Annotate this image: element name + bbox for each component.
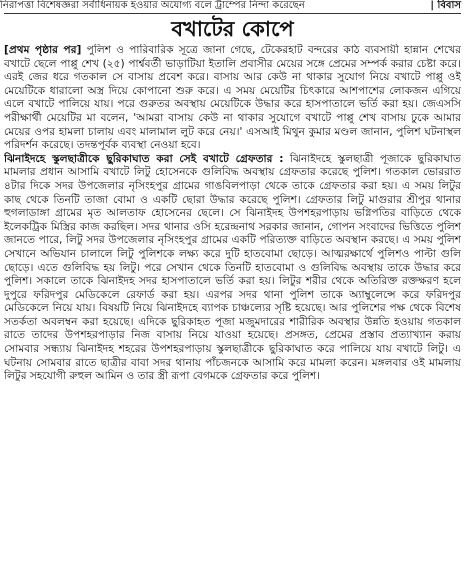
paragraph-2-text: ঝিনাইদহে স্কুলছাত্রী পূজাকে ছুরিকাঘাত মামলার প্রধান আসামি বখাটে লিটু হোসেনকে গুলিবিদ্ধ অবস্থায় গ্রেফতার করেছে পুলিশ। গতকাল ভোররাত ৪টার দিকে সদর উপজেলার নৃসিংহপুর গ্রামের গাঙবিলপাড়া থেকে তাকে গ্রেফতার করা হয়। এ সময় লিটুর কাছ থেকে তিনটি তাজা বোমা ও একটি ছোরা উদ্ধার করেছে পুলিশ। গ্রেফতার লিটু মাগুরার শ্রীপুর থানার হুগলাডাঙ্গা গ্রামের মৃত আলতাফ হোসেনের ছেলে। সে ঝিনাইদহ উপশহরপাড়ায় ভগ্নিপতির বাড়িতে থেকে ইলেকট্রিক মিস্ত্রির কাজ করছিল। সদর থানার ওসি হরেন্দ্রনাথ সরকার জানান, গোপন সংবাদের ভিত্তিতে পুলিশ জানতে পারে, লিটু সদর উপজেলার নৃসিংহপুর গ্রামের একটি পরিত্যক্ত বাড়িতে অবস্থান করছে। এ সময় পুলিশ সেখানে অভিযান চালালে লিটু পুলিশকে লক্ষ্য করে দুটি হাতবোমা ছোড়ে। আত্মরক্ষার্থে পুলিশও পাল্টা গুলি ছোড়ে। এতে গুলিবিদ্ধ হয় লিটু। পরে সেখান থেকে তিনটি হাতবোমা ও গুলিবিদ্ধ অবস্থায় তাকে উদ্ধার করে পুলিশ। সকালে তাকে ঝিনাইদহ সদর হাসপাতালে ভর্তি করা হয়। লিটুর শরীর থেকে অতিরিক্ত রক্তক্ষরণ হলে দুপুরে ফরিদপুর মেডিকেলে রেফার্ড করা হয়। এরপর সদর থানা পুলিশ তাকে অ্যাম্বুলেন্সে করে ফরিদপুর মেডিকেলে নিয়ে যায়। বিষয়টি নিয়ে ঝিনাইদহে ব্যাপক চাঞ্চল্যের সৃষ্টি হয়েছে। আর পুলিশের পক্ষ থেকে বিশেষ সতর্কতা অবলম্বন করা হয়েছে। এদিকে ছুরিকাহত পূজা মজুমদারের শারীরিক অবস্থার উন্নতি হওয়ায় গতকাল রাতে তাদের উপশহরপাড়ার নিজ বাসায় নিয়ে যাওয়া হয়েছে। প্রসঙ্গত, প্রেমের প্রস্তাব প্রত্যাখ্যান করায় সোমবার সন্ধ্যায় ঝিনাইদহ শহরের উপশহরপাড়ায় স্কুলছাত্রীকে ছুরিকাঘাত করে পালিয়ে যায় বখাটে লিটু। এ ঘটনায় সোমবার রাতে ছাত্রীর বাবা সদর থানায় পাঁচজনকে আসামি করে মামলা করেন। মঙ্গলবার ওই মামলায় লিটুর সহযোগী রুহুল আমিন ও তার স্ত্রী রূপা বেগমকে গ্রেফতার করে পুলিশ। — [4, 152, 461, 383]
paragraph-1 — [4, 44, 461, 153]
previous-article-strip — [0, 0, 465, 12]
article-body — [4, 44, 461, 577]
paragraph-1-text: পুলিশ ও পারিবারিক সূত্রে জানা গেছে, টেকেরহাট বন্দরের কাঠ ব্যবসায়ী হান্নান শেখের বখাটে ছেলে পাপ্পু শেখ (২৫) পার্শ্ববর্তী ভাড়াটিয়া ইতালি প্রবাসীর মেয়ের সঙ্গে প্রেমের সম্পর্ক করার চেষ্টা করে। এরই জের ধরে গতকাল সে বাসায় প্রবেশ করে। বাসায় আর কেউ না থাকার সুযোগ নিয়ে বখাটে পাপ্পু ওই মেয়েটিকে ধারালো অস্ত্র দিয়ে কোপানো শুরু করে। এ সময় মেয়েটির চিৎকারে আশপাশের লোকজন এগিয়ে এলে বখাটে পালিয়ে যায়। পরে গুরুতর অবস্থায় মেয়েটিকে উদ্ধার করে হাসপাতালে ভর্তি করা হয়। জেএসসি পরীক্ষার্থী মেয়েটির মা বলেন, 'আমরা বাসায় কেউ না থাকার সুযোগে বখাটে পাপ্পু শেখ বাসায় ঢুকে আমার মেয়ের ওপর হামলা চালায় এবং মালামাল লুট করে নেয়।' এসআই মিথুন কুমার মণ্ডল জানান, পুলিশ ঘটনাস্থল পরিদর্শন করেছে। তদন্তপূর্বক ব্যবস্থা নেওয়া হবে। — [4, 44, 461, 152]
subheadline: ঝিনাইদহে স্কুলছাত্রীকে ছুরিকাঘাত করা সেই বখাটে গ্রেফতার : — [4, 152, 284, 165]
previous-article-text: নিরাপত্তা বিশেষজ্ঞরা সর্বাধিনায়ক হওয়ার অযোগ্য বলে ট্রাম্পের নিন্দা করেছেন — [0, 0, 305, 11]
continuation-marker: [প্রথম পৃষ্ঠার পর] — [4, 44, 82, 56]
headline: বখাটের কোপে — [171, 17, 294, 41]
previous-article-tail: | বিবাস — [430, 0, 461, 11]
paragraph-2 — [4, 153, 461, 384]
